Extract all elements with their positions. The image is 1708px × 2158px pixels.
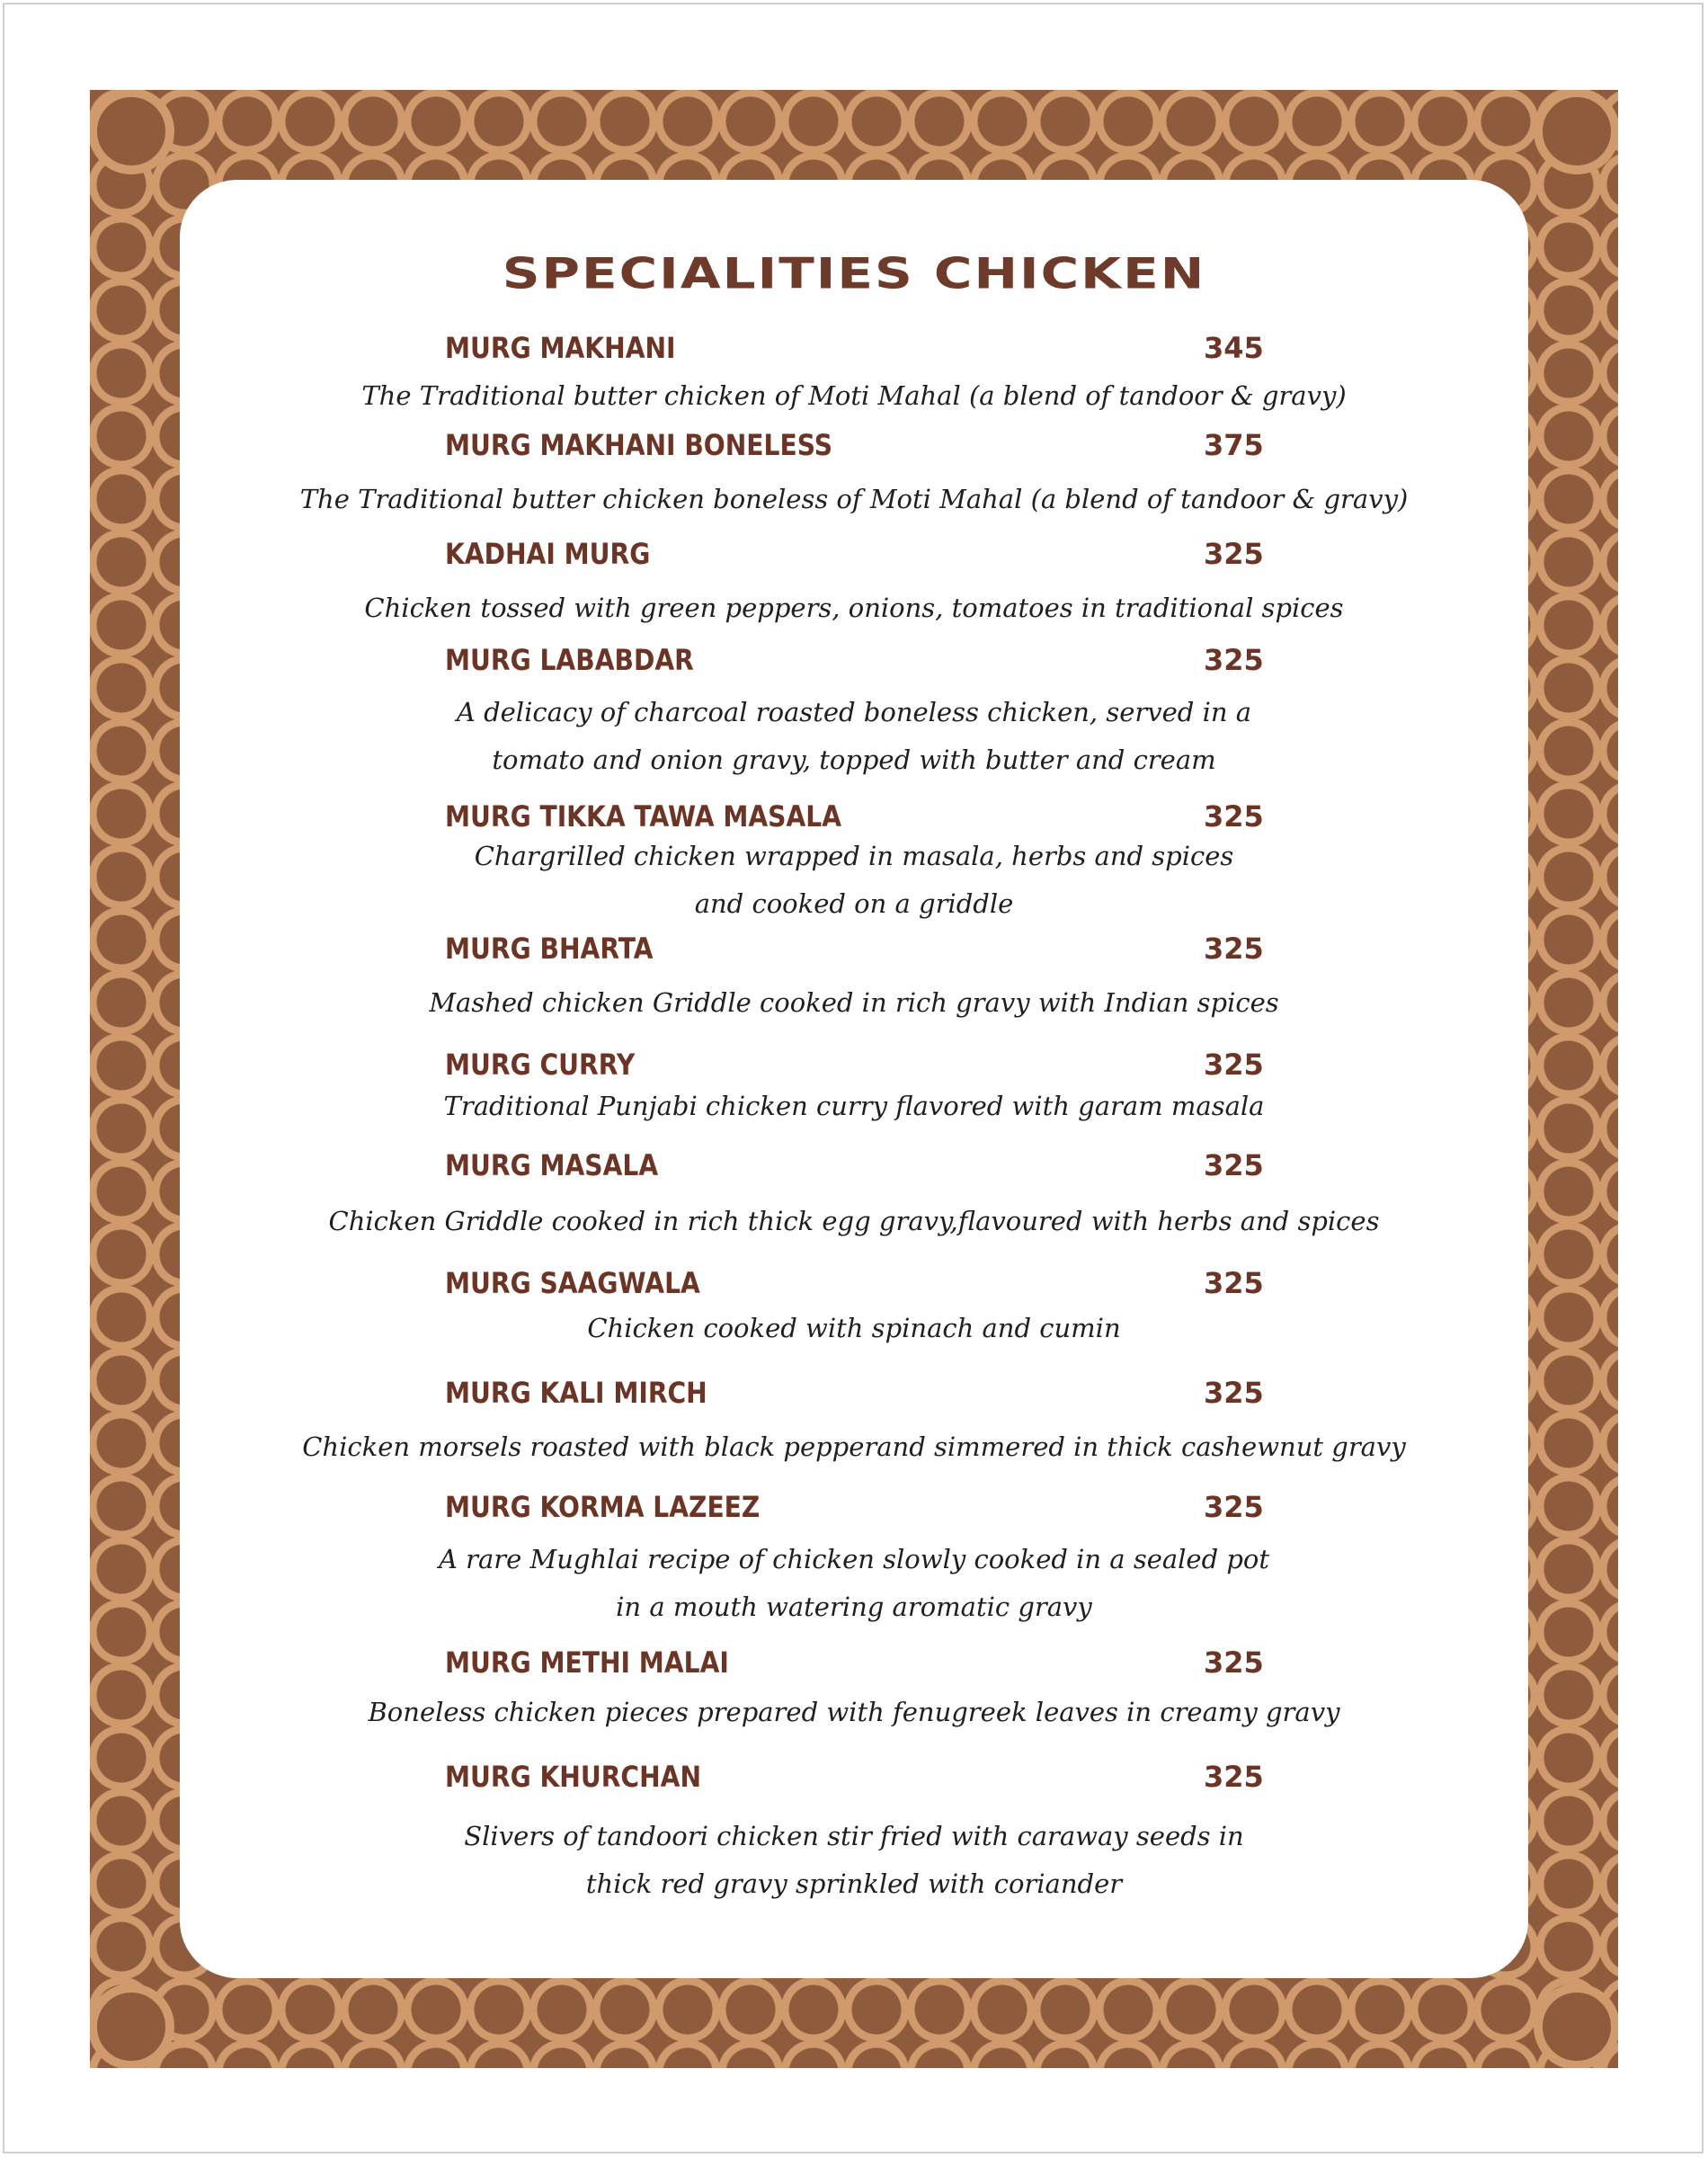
menu-card bbox=[180, 180, 1528, 1978]
item-name: MURG KORMA LAZEEZ bbox=[445, 1490, 761, 1524]
item-price: 325 bbox=[1204, 1760, 1264, 1794]
item-name: MURG BHARTA bbox=[445, 932, 654, 966]
item-price: 375 bbox=[1204, 428, 1264, 462]
item-description-line-1: Slivers of tandoori chicken stir fried with caraway seeds in bbox=[464, 1821, 1244, 1851]
item-name: MURG MASALA bbox=[445, 1148, 659, 1182]
corner-circle-top-left bbox=[90, 90, 174, 174]
item-price: 325 bbox=[1204, 799, 1264, 834]
item-description-line-2: thick red gravy sprinkled with coriander bbox=[585, 1868, 1123, 1899]
item-price: 325 bbox=[1204, 1148, 1264, 1182]
corner-circle-bottom-left bbox=[90, 1984, 174, 2068]
corner-circle-top-right bbox=[1534, 90, 1618, 174]
item-price: 325 bbox=[1204, 932, 1264, 966]
item-price: 325 bbox=[1204, 1048, 1264, 1082]
item-description: Chicken morsels roasted with black pepperand simmered in thick cashewnut gravy bbox=[302, 1431, 1406, 1462]
item-price: 325 bbox=[1204, 1645, 1264, 1680]
item-description-line-2: tomato and onion gravy, topped with butter and cream bbox=[492, 745, 1216, 775]
item-name: MURG KHURCHAN bbox=[445, 1760, 702, 1794]
item-price: 325 bbox=[1204, 643, 1264, 677]
item-description-line-1: A rare Mughlai recipe of chicken slowly cooked in a sealed pot bbox=[438, 1544, 1270, 1574]
item-name: MURG LABABDAR bbox=[445, 643, 694, 677]
menu-title: SPECIALITIES CHICKEN bbox=[502, 248, 1206, 299]
item-description: Chicken tossed with green peppers, onions, tomatoes in traditional spices bbox=[364, 593, 1344, 623]
item-name: MURG CURRY bbox=[445, 1048, 636, 1082]
item-name: MURG MAKHANI bbox=[445, 331, 676, 365]
item-name: MURG KALI MIRCH bbox=[445, 1376, 707, 1410]
item-description: Chicken Griddle cooked in rich thick egg gravy,flavoured with herbs and spices bbox=[328, 1206, 1380, 1236]
item-description-line-1: Chargrilled chicken wrapped in masala, herbs and spices bbox=[474, 841, 1234, 871]
item-description: The Traditional butter chicken boneless of Moti Mahal (a blend of tandoor & gravy) bbox=[299, 484, 1409, 514]
item-description: Boneless chicken pieces prepared with fenugreek leaves in creamy gravy bbox=[368, 1697, 1340, 1727]
item-description: Chicken cooked with spinach and cumin bbox=[587, 1313, 1121, 1343]
item-price: 325 bbox=[1204, 1490, 1264, 1524]
corner-circle-bottom-right bbox=[1534, 1984, 1618, 2068]
item-price: 345 bbox=[1204, 331, 1264, 365]
item-description: Mashed chicken Griddle cooked in rich gravy with Indian spices bbox=[429, 987, 1279, 1018]
item-description-line-2: and cooked on a griddle bbox=[694, 888, 1014, 919]
item-price: 325 bbox=[1204, 537, 1264, 571]
item-description-line-2: in a mouth watering aromatic gravy bbox=[616, 1592, 1092, 1622]
item-name: KADHAI MURG bbox=[445, 537, 651, 571]
item-description: Traditional Punjabi chicken curry flavored with garam masala bbox=[443, 1091, 1265, 1121]
item-price: 325 bbox=[1204, 1376, 1264, 1410]
item-name: MURG METHI MALAI bbox=[445, 1645, 729, 1680]
item-price: 325 bbox=[1204, 1266, 1264, 1300]
item-name: MURG MAKHANI BONELESS bbox=[445, 428, 833, 462]
item-description-line-1: A delicacy of charcoal roasted boneless chicken, served in a bbox=[456, 697, 1252, 727]
item-description: The Traditional butter chicken of Moti Mahal (a blend of tandoor & gravy) bbox=[361, 380, 1347, 411]
item-name: MURG SAAGWALA bbox=[445, 1266, 700, 1300]
item-name: MURG TIKKA TAWA MASALA bbox=[445, 799, 841, 834]
